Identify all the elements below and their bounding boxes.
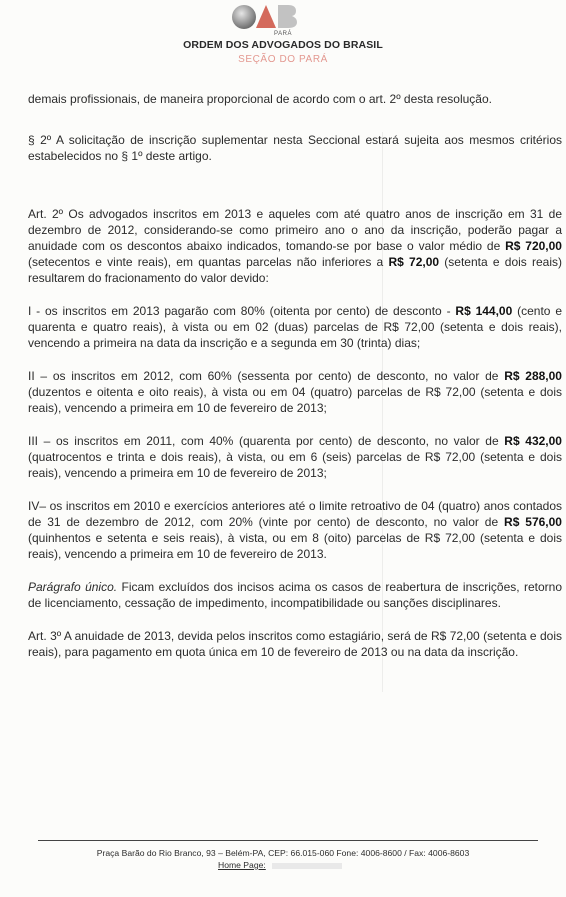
paragraph-item-i: I - os inscritos em 2013 pagarão com 80% (oitenta por cento) de desconto - R$ 144,00 (cento e quarenta e quatro reais), à vista ou em 02 (duas) parcelas de R$ 72,00 (setenta e dois reais), vencendo a primeira na data da inscrição e a segunda em 30 (trinta) dias;	[28, 304, 562, 350]
oab-logo-icon	[230, 2, 300, 32]
logo-subtitle: PARÁ	[274, 31, 292, 37]
paragraph-article-2: Art. 2º Os advogados inscritos em 2013 e aqueles com até quatro anos de inscrição em 31 de dezembro de 2012, considerando-se como primeiro ano o ano da inscrição, poderão pagar a anuidade com os descontos abaixo indicados, tomando-se por base o valor médio de R$ 720,00 (setecentos e vinte reais), em quantas parcelas não inferiores a R$ 72,00 (setenta e dois reais) resultarem do fracionamento do valor devido:	[28, 207, 563, 285]
section-name: SEÇÃO DO PARÁ	[238, 54, 328, 65]
document-body	[28, 91, 562, 660]
footer-homepage	[218, 860, 342, 870]
homepage-url-faded	[272, 863, 342, 869]
paragraph-item-ii: II – os inscritos em 2012, com 60% (sessenta por cento) de desconto, no valor de R$ 288,00 (duzentos e oitenta e oito reais), à vista ou em 04 (quatro) parcelas de R$ 72,00 (setenta e dois reais), vencendo a primeira em 10 de fevereiro de 2013;	[28, 369, 562, 415]
footer-address: Praça Barão do Rio Branco, 93 – Belém-PA, CEP: 66.015-060 Fone: 4006-8600 / Fax: 4006-8603	[96, 848, 470, 858]
paragraph-continuation: demais profissionais, de maneira proporcional de acordo com o art. 2º desta resolução.	[28, 92, 492, 106]
paragraph-item-iv: IV– os inscritos em 2010 e exercícios anteriores até o limite retroativo de 04 (quatro) anos contados de 31 de dezembro de 2012, com 20% (vinte por cento) de desconto, no valor de R$ 576,00 (quinhentos e setenta e seis reais), à vista, ou em 8 (oito) parcelas de R$ 72,00 (setenta e dois reais), vencendo a primeira em 10 de fevereiro de 2013.	[28, 499, 562, 561]
organization-name: ORDEM DOS ADVOGADOS DO BRASIL	[183, 39, 383, 51]
footer-divider	[38, 840, 538, 841]
paragraph-article-3: Art. 3º A anuidade de 2013, devida pelos inscritos como estagiário, será de R$ 72,00 (setenta e dois reais), para pagamento em quota única em 10 de fevereiro de 2013 ou na data da inscrição.	[28, 629, 562, 659]
paragraph-section-2: § 2º A solicitação de inscrição suplementar nesta Seccional estará sujeita aos mesmos critérios estabelecidos no § 1º deste artigo.	[28, 133, 562, 163]
paragraph-item-iii: III – os inscritos em 2011, com 40% (quarenta por cento) de desconto, no valor de R$ 432,00 (quatrocentos e trinta e dois reais), à vista, ou em 6 (seis) parcelas de R$ 72,00 (setenta e dois reais), vencendo a primeira em 10 de fevereiro de 2013;	[28, 434, 562, 480]
paragraph-sole-paragraph: Parágrafo único. Ficam excluídos dos incisos acima os casos de reabertura de inscrições, retorno de licenciamento, cessação de impedimento, incompatibilidade ou sanções disciplinares.	[28, 580, 562, 610]
homepage-label: Home Page:	[218, 860, 266, 870]
